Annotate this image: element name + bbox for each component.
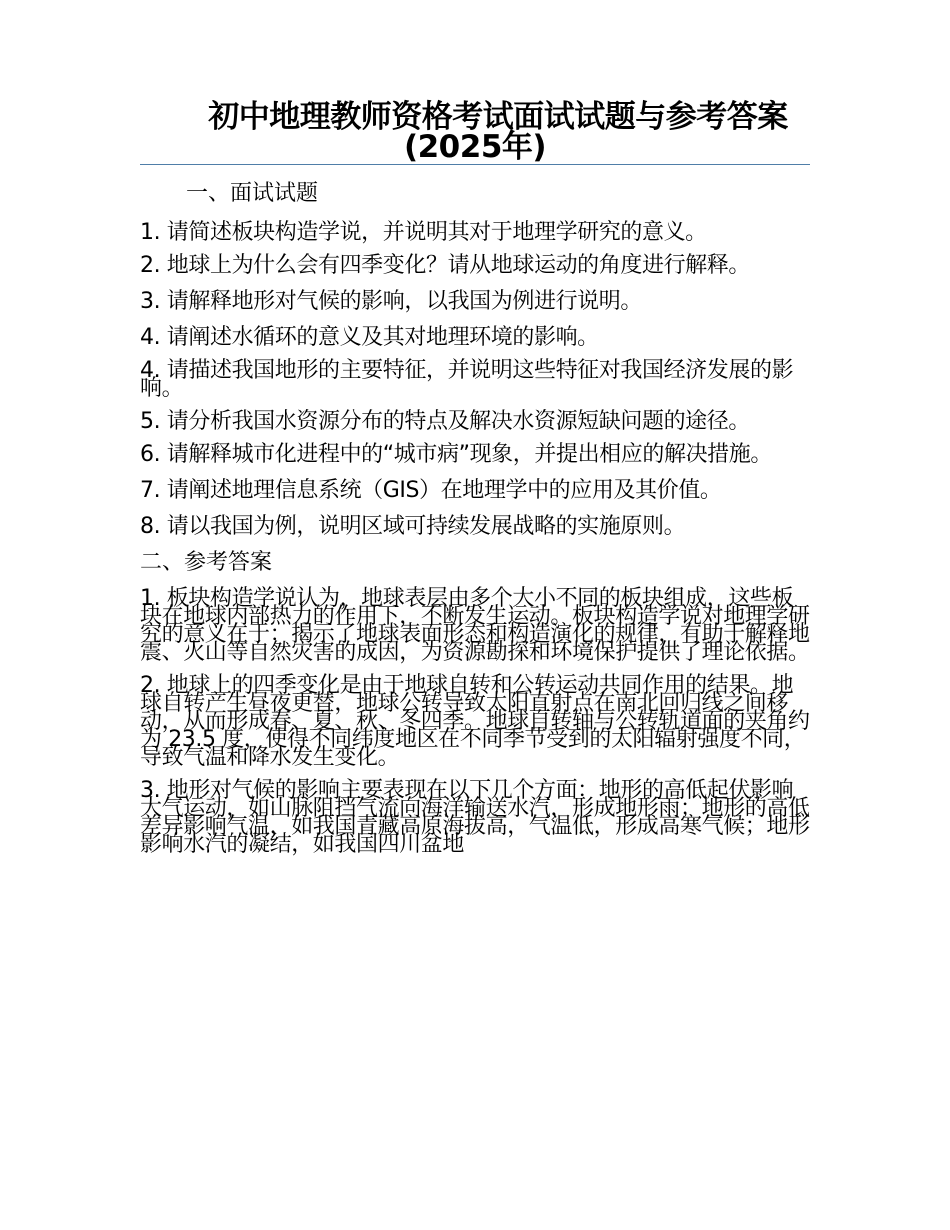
answer-item: 2. 地球上的四季变化是由于地球自转和公转运动共同作用的结果。地球自转产生昼夜更替，地球公转导致太阳直射点在南北回归线之间移动，从而形成春、夏、秋、冬四季。地球自转轴与公转轨道面的夹角约为 23.5 度，使得不同纬度地区在不同季节受到的太阳辐射强度不同，导致气温和降水发生变化。 <box>140 673 810 770</box>
question-item: 6. 请解释城市化进程中的“城市病”现象，并提出相应的解决措施。 <box>140 442 772 467</box>
question-item: 2. 地球上为什么会有四季变化？请从地球运动的角度进行解释。 <box>140 253 750 278</box>
title-block <box>140 99 810 165</box>
question-item: 4. 请描述我国地形的主要特征，并说明这些特征对我国经济发展的影响。 <box>140 358 794 401</box>
document-body <box>140 182 810 869</box>
question-item: 3. 请解释地形对气候的影响，以我国为例进行说明。 <box>140 289 642 314</box>
question-item: 1. 请简述板块构造学说，并说明其对于地理学研究的意义。 <box>140 220 707 245</box>
section-heading-questions: 一、面试试题 <box>186 181 319 206</box>
question-item: 5. 请分析我国水资源分布的特点及解决水资源短缺问题的途径。 <box>140 409 750 434</box>
question-item: 7. 请阐述地理信息系统（GIS）在地理学中的应用及其价值。 <box>140 478 722 503</box>
question-item: 8. 请以我国为例，说明区域可持续发展战略的实施原则。 <box>140 514 686 539</box>
section-heading-answers: 二、参考答案 <box>140 550 273 575</box>
document-title: 初中地理教师资格考试面试试题与参考答案(2025年) <box>208 99 788 165</box>
answer-item: 3. 地形对气候的影响主要表现在以下几个方面：地形的高低起伏影响大气运动，如山脉阻挡气流向海洋输送水汽，形成地形雨；地形的高低差异影响气温，如我国青藏高原海拔高，气温低，形成高寒气候；地形影响水汽的凝结，如我国四川盆地 <box>140 778 810 857</box>
answer-item: 1. 板块构造学说认为，地球表层由多个大小不同的板块组成，这些板块在地球内部热力的作用下，不断发生运动。板块构造学说对地理学研究的意义在于：揭示了地球表面形态和构造演化的规律，有助于解释地震、火山等自然灾害的成因，为资源勘探和环境保护提供了理论依据。 <box>140 586 810 665</box>
question-item: 4. 请阐述水循环的意义及其对地理环境的影响。 <box>140 325 599 350</box>
